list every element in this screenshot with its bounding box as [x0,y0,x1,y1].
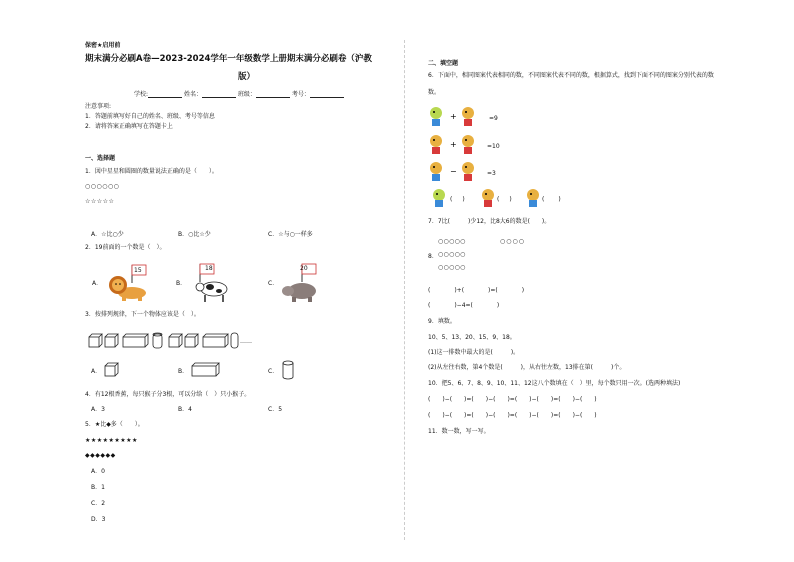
q11-stem: 11．数一数，写一写。 [428,428,490,435]
q4-option-c[interactable]: C．5 [268,406,283,413]
school-blank[interactable] [148,91,182,98]
q4-option-b[interactable]: B．4 [178,406,192,413]
q5-option-a[interactable]: A．0 [91,468,105,475]
q10-row2: ( )−( )=( )−( )=( )−( )=( )−( ) [428,412,597,419]
q3-stem: 3．按排列规律，下一个物体应该是（ ）。 [85,311,200,318]
mascot-c-icon [522,188,544,208]
name-blank[interactable] [202,91,236,98]
q6-answer-3 [542,196,561,203]
q8-line2: ( )−4=( ) [428,302,500,309]
cuboid-icon [191,362,221,378]
notes-item-1: 1．答题前填写好自己的姓名、班级、考号等信息 [85,113,215,120]
q9-stem: 9．填数。 [428,318,456,325]
q6-answer-2 [497,196,512,203]
q1-stars: ☆☆☆☆☆ [85,198,115,205]
q5-option-d[interactable]: D．3 [91,516,106,523]
q9-numbers: 10、5、13、20、15、9、18。 [428,334,516,341]
q6-answer-3-open: ( [542,196,545,203]
section1-heading: 一、选择题 [85,155,116,162]
q7-stem: 7．7比( )少12，比8大6的数是( )。 [428,218,551,225]
secret-label: 保密★启用前 [85,42,121,49]
q4-option-a[interactable]: A．3 [91,406,105,413]
q9-part1: (1)这一排数中最大的是( )。 [428,349,520,356]
q5-diamonds: ◆◆◆◆◆◆ [85,452,116,459]
student-info-row [134,91,344,98]
q8-apples-right: ○○○○ [500,238,525,245]
q6-answer-3-blank[interactable] [544,196,561,203]
q1-option-c[interactable]: C．☆与○一样多 [268,231,313,238]
q6-answer-3-close: ) [558,196,561,203]
q6-answer-1 [450,196,465,203]
exam-no-label: 考号： [291,91,310,98]
q4-stem: 4．有12根香蕉，每只猴子分3根，可以分给（ ）只小猴子。 [85,391,251,398]
notes-heading: 注意事项: [85,103,112,110]
notes-item-2: 2．请将答案正确填写在答题卡上 [85,123,173,130]
q3-option-b[interactable]: B． [178,368,189,375]
school-label: 学校: [134,91,149,98]
q6-eq2-result: =10 [487,143,500,150]
q1-option-a[interactable]: A．☆比○少 [91,231,124,238]
q6-answer-2-open: ( [497,196,500,203]
q5-option-b[interactable]: B．1 [91,484,105,491]
q2-option-a[interactable]: A． [92,280,103,287]
q6-answer-2-close: ) [509,196,512,203]
q6-answer-2-blank[interactable] [499,196,512,203]
q10-stem: 10．把5、6、7、8、9、10、11、12这八个数填在（ ）里，每个数只用一次。(选两种填法) [428,380,681,387]
svg-text:+: + [450,112,457,121]
q1-option-b[interactable]: B．○比☆少 [178,231,211,238]
q9-part2: (2)从左往右数，第4个数是( )，从右往左数，13排在第( )个。 [428,364,626,371]
q6-answer-1-close: ) [462,196,465,203]
q8-line1: ( )+( )=( ) [428,287,525,294]
page-title-line1: 期末满分必刷A卷—2023-2024学年一年级数学上册期末满分必刷卷（沪教 [85,54,372,64]
q8-label: 8． [428,253,438,260]
q6-equation-3-images [428,160,488,182]
q6-equation-2-images [428,133,488,155]
q6-answer-1-open: ( [450,196,453,203]
q2-flag-c-label: 20 [300,265,308,272]
q6-equation-1-images [428,105,488,127]
svg-text:+: + [450,140,457,149]
cube-icon [104,362,120,378]
q8-apples-row3: ○○○○○ [438,264,466,271]
q8-apples-row2: ○○○○○ [438,251,466,258]
q2-option-b[interactable]: B． [176,280,187,287]
page-title-line2: 版） [238,72,256,82]
q2-flag-a-label: 15 [134,267,142,274]
mascot-b-icon [477,188,499,208]
q3-option-c[interactable]: C． [268,368,279,375]
cylinder-icon [281,360,295,380]
q6-stem-line1: 6．下面中，相同图案代表相同的数，不同图案代表不同的数，根据算式，找到下面不同的图案分别代表的数 [428,72,714,79]
exam-no-blank[interactable] [310,91,344,98]
q6-answer-1-blank[interactable] [452,196,465,203]
q10-row1: ( )−( )=( )−( )=( )−( )=( )−( ) [428,396,597,403]
q5-stem: 5．★比◆多（ ）。 [85,421,144,428]
q6-stem-line2: 数。 [428,89,441,96]
section2-heading: 二、填空题 [428,60,459,67]
q5-option-c[interactable]: C．2 [91,500,106,507]
q2-stem: 2．19前面的一个数是（ ）。 [85,244,166,251]
q2-flag-b-label: 18 [205,265,213,272]
q6-eq3-result: =3 [487,170,496,177]
svg-text:−: − [450,167,457,176]
q3-ellipsis: …… [240,338,252,345]
class-label: 班级： [237,91,256,98]
column-divider [404,40,405,540]
name-label: 姓名： [183,91,202,98]
q5-stars: ★★★★★★★★★ [85,437,138,444]
class-blank[interactable] [256,91,290,98]
lion-with-flag-icon [104,263,152,303]
mascot-a-icon [428,188,453,208]
q6-eq1-result: =9 [489,115,498,122]
q1-circles: ○○○○○○ [85,183,120,190]
q8-apples-row1: ○○○○○ [438,238,466,245]
q3-option-a[interactable]: A． [91,368,102,375]
q3-pattern-sequence [87,331,239,351]
q2-option-c[interactable]: C． [268,280,279,287]
q1-stem: 1．図中星星和圆圈的数量说法正确的是（ ）。 [85,168,218,175]
